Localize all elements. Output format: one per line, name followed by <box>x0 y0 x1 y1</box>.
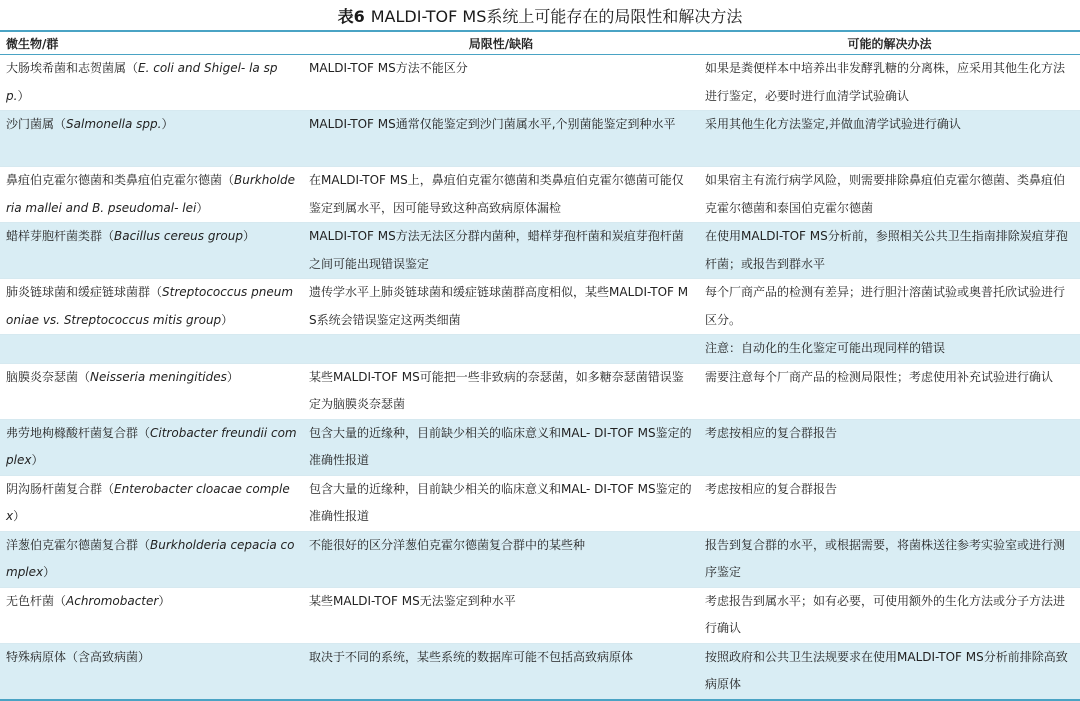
cell-limitation: MALDI-TOF MS通常仅能鉴定到沙门菌属水平,个别菌能鉴定到种水平 <box>303 111 699 167</box>
cell-organism <box>0 335 303 364</box>
cell-organism: 洋葱伯克霍尔德菌复合群（Burkholderia cepacia complex） <box>0 531 303 587</box>
table-row <box>0 335 1080 364</box>
table-row <box>0 111 1080 167</box>
cell-solution: 采用其他生化方法鉴定,并做血清学试验进行确认 <box>699 111 1080 167</box>
cell-solution: 考虑按相应的复合群报告 <box>705 481 838 496</box>
cell-organism: 蜡样芽胞杆菌类群（Bacillus cereus group） <box>0 223 303 279</box>
cell-organism: 无色杆菌（Achromobacter） <box>6 593 171 608</box>
limitations-table <box>0 30 1080 701</box>
cell-organism: 弗劳地枸橼酸杆菌复合群（Citrobacter freundii complex） <box>0 419 303 475</box>
cell-organism: 大肠埃希菌和志贺菌属（E. coli and Shigel- la spp.） <box>6 61 278 103</box>
cell-limitation: 不能很好的区分洋葱伯克霍尔德菌复合群中的某些种 <box>303 531 699 587</box>
table-header-row <box>0 31 1080 55</box>
header-organism: 微生物/群 <box>6 36 59 51</box>
cell-solution: 如果宿主有流行病学风险，则需要排除鼻疽伯克霍尔德菌、类鼻疽伯克霍尔德菌和泰国伯克霍尔德菌 <box>705 173 1066 215</box>
cell-solution: 考虑按相应的复合群报告 <box>699 419 1080 475</box>
table-row <box>0 531 1080 587</box>
table-row <box>0 643 1080 700</box>
cell-limitation: 包含大量的近缘种，目前缺少相关的临床意义和MAL- DI-TOF MS鉴定的准确性报道 <box>303 419 699 475</box>
cell-organism: 阴沟肠杆菌复合群（Enterobacter cloacae complex） <box>6 481 290 523</box>
cell-organism: 肺炎链球菌和缓症链球菌群（Streptococcus pneumoniae vs. Streptococcus mitis group） <box>6 285 294 327</box>
table-row <box>0 167 1080 223</box>
cell-solution: 如果是粪便样本中培养出非发酵乳糖的分离株，应采用其他生化方法进行鉴定，必要时进行血清学试验确认 <box>705 61 1066 103</box>
cell-limitation: MALDI-TOF MS方法不能区分 <box>309 61 468 75</box>
header-limitation: 局限性/缺陷 <box>468 36 534 51</box>
header-solution: 可能的解决办法 <box>847 36 932 51</box>
cell-limitation: MALDI-TOF MS方法无法区分群内菌种，蜡样芽孢杆菌和炭疽芽孢杆菌之间可能出现错误鉴定 <box>303 223 699 279</box>
table-row <box>0 419 1080 475</box>
cell-organism: 沙门菌属（Salmonella spp.） <box>0 111 303 167</box>
cell-limitation: 某些MALDI-TOF MS可能把一些非致病的奈瑟菌，如多糖奈瑟菌错误鉴定为脑膜炎奈瑟菌 <box>309 369 684 411</box>
cell-organism: 特殊病原体（含高致病菌） <box>0 643 303 700</box>
table-row <box>0 587 1080 643</box>
cell-organism: 脑膜炎奈瑟菌（Neisseria meningitides） <box>6 369 239 384</box>
cell-organism: 鼻疽伯克霍尔德菌和类鼻疽伯克霍尔德菌（Burkholderia mallei and B. pseudomal- lei） <box>6 173 296 215</box>
table-title <box>0 0 1080 30</box>
cell-limitation <box>303 335 699 364</box>
cell-solution: 报告到复合群的水平，或根据需要，将菌株送往参考实验室或进行测序鉴定 <box>699 531 1080 587</box>
cell-limitation: 取决于不同的系统，某些系统的数据库可能不包括高致病原体 <box>303 643 699 700</box>
cell-solution: 考虑报告到属水平；如有必要，可使用额外的生化方法或分子方法进行确认 <box>705 593 1066 635</box>
cell-limitation: 遗传学水平上肺炎链球菌和缓症链球菌群高度相似，某些MALDI-TOF MS系统会错误鉴定这两类细菌 <box>309 285 689 327</box>
table-row <box>0 223 1080 279</box>
cell-solution: 按照政府和公共卫生法规要求在使用MALDI-TOF MS分析前排除高致病原体 <box>699 643 1080 700</box>
cell-solution: 需要注意每个厂商产品的检测局限性；考虑使用补充试验进行确认 <box>705 369 1054 384</box>
table-number: 表6 <box>337 6 365 26</box>
table-row <box>0 55 1080 111</box>
cell-limitation: 在MALDI-TOF MS上，鼻疽伯克霍尔德菌和类鼻疽伯克霍尔德菌可能仅鉴定到属水平，因可能导致这种高致病原体漏检 <box>309 173 684 215</box>
table-caption: MALDI-TOF MS系统上可能存在的局限性和解决方法 <box>370 6 743 26</box>
cell-limitation: 某些MALDI-TOF MS无法鉴定到种水平 <box>309 593 516 608</box>
cell-limitation: 包含大量的近缘种，目前缺少相关的临床意义和MAL- DI-TOF MS鉴定的准确性报道 <box>309 481 692 523</box>
cell-solution: 在使用MALDI-TOF MS分析前，参照相关公共卫生指南排除炭疽芽孢杆菌；或报告到群水平 <box>699 223 1080 279</box>
table-row <box>0 363 1080 419</box>
table-row <box>0 475 1080 531</box>
cell-solution: 每个厂商产品的检测有差异；进行胆汁溶菌试验或奥普托欣试验进行区分。 <box>705 285 1066 327</box>
table-row <box>0 279 1080 335</box>
cell-solution: 注意：自动化的生化鉴定可能出现同样的错误 <box>699 335 1080 364</box>
